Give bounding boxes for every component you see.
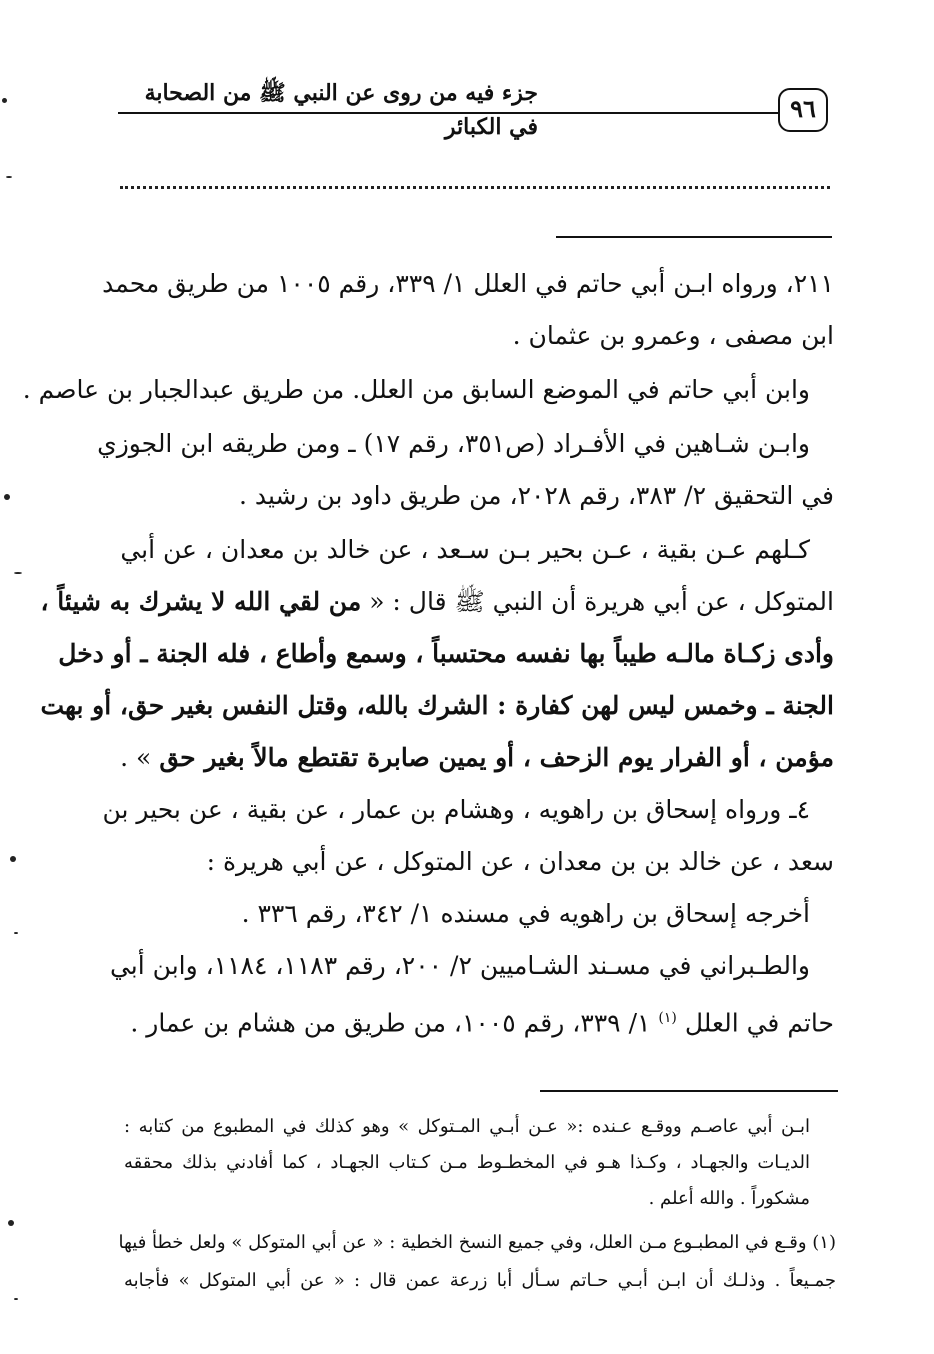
para1-line1: ٢١١، ورواه ابـن أبي حاتم في العلل ١/ ٣٣٩، رقم ١٠٠٥ من طريق محمد [102, 269, 834, 298]
scan-speck [14, 572, 22, 574]
para5-line2: سعد ، عن خالد بن بن معدان ، عن المتوكل ، عن أبي هريرة : [206, 847, 834, 876]
scan-speck [14, 932, 18, 934]
scan-speck [2, 98, 7, 103]
para4-line1: كـلهم عـن بقية ، عـن بحير بـن سـعد ، عن خالد بن معدان ، عن أبي [120, 535, 810, 564]
para4-line4: الجنة ـ وخمس ليس لهن كفارة : الشرك بالله، وقتل النفس بغير حق، أو بهت [40, 691, 834, 720]
para4-line5 [120, 738, 834, 778]
footnote-reference[interactable]: (١) [658, 1010, 677, 1026]
scan-speck [8, 1220, 14, 1226]
footnote-rule [540, 1090, 838, 1092]
para4-line3: وأدى زكـاة مالـه طيباً بها نفسه محتسباً ، وسمع وأطاع ، فله الجنة ـ أو دخل [58, 639, 834, 668]
para7-line2 [124, 998, 834, 1043]
para4-line2 [40, 582, 834, 622]
para7-line1: والطـبراني في مسـند الشـاميين ٢/ ٢٠٠، رقم ١١٨٣، ١١٨٤، وابن أبي [109, 951, 810, 980]
para4-line5-plain: » . [120, 743, 152, 772]
scan-speck [14, 1298, 18, 1300]
header-rule [118, 112, 778, 114]
para5-line1: ٤ـ ورواه إسحاق بن راهويه ، وهشام بن عمار ، عن بقية ، عن بحير بن [102, 795, 810, 824]
para2-line: وابن أبي حاتم في الموضع السابق من العلل. من طريق عبدالجبار بن عاصم . [22, 375, 810, 404]
scan-speck [4, 494, 10, 500]
para3-line1: وابـن شـاهين في الأفـراد (ص٣٥١، رقم ١٧) ـ ومن طريقه ابن الجوزي [97, 429, 810, 458]
section-rule [556, 236, 832, 238]
running-head-title: جزء فيه من روى عن النبي ﷺ من الصحابة في الكبائر [144, 80, 538, 140]
hadith-text-start: من لقي الله لا يشرك به شيئاً ، [40, 587, 362, 616]
footnote-1-line2: جمـيعاً . وذلـك أن ابـن أبـي حـاتم سـأل أبا زرعة عمن قال : « عن أبي المتوكل » فأجابه [124, 1270, 836, 1291]
page-number: ٩٦ [778, 88, 828, 132]
dotted-separator [120, 186, 830, 189]
footnote-1-line1: (١) وقـع في المطبـوع مـن العلل، وفي جميع النسخ الخطية : « عن أبي المتوكل » ولعل خطأ فيها [118, 1232, 836, 1253]
scan-speck [6, 176, 12, 178]
hadith-text-end: مؤمن ، أو الفرار يوم الزحف ، أو يمين صابرة تقتطع مالاً بغير حق [159, 743, 834, 772]
footnote-continued-line3: مشكوراً . والله أعلم . [648, 1188, 810, 1209]
scan-speck [10, 856, 16, 862]
para3-line2: في التحقيق ٢/ ٣٨٣، رقم ٢٠٢٨، من طريق داود بن رشيد . [239, 481, 834, 510]
para1-line2: ابن مصفى ، وعمرو بن عثمان . [512, 321, 834, 350]
para7-line2-a: حاتم في العلل [684, 1008, 834, 1038]
footnote-continued-line2: الديـات والجهـاد ، وكـذا هـو في المخطـوط مـن كـتاب الجهـاد ، كما أفادني بذلك محققه [124, 1152, 810, 1173]
para4-line2-plain: المتوكل ، عن أبي هريرة أن النبي ﷺ قال : « [369, 587, 834, 616]
para6-line: أخرجه إسحاق بن راهويه في مسنده ١/ ٣٤٢، رقم ٣٣٦ . [241, 899, 810, 928]
para7-line2-b: ١/ ٣٣٩، رقم ١٠٠٥، من طريق من هشام بن عمار . [130, 1008, 651, 1038]
footnote-continued-line1: ابـن أبي عاصـم ووقـع عـنده :« عـن أبـي المـتوكل » وهو كذلك في المطبوع من كتابه : [124, 1116, 810, 1137]
